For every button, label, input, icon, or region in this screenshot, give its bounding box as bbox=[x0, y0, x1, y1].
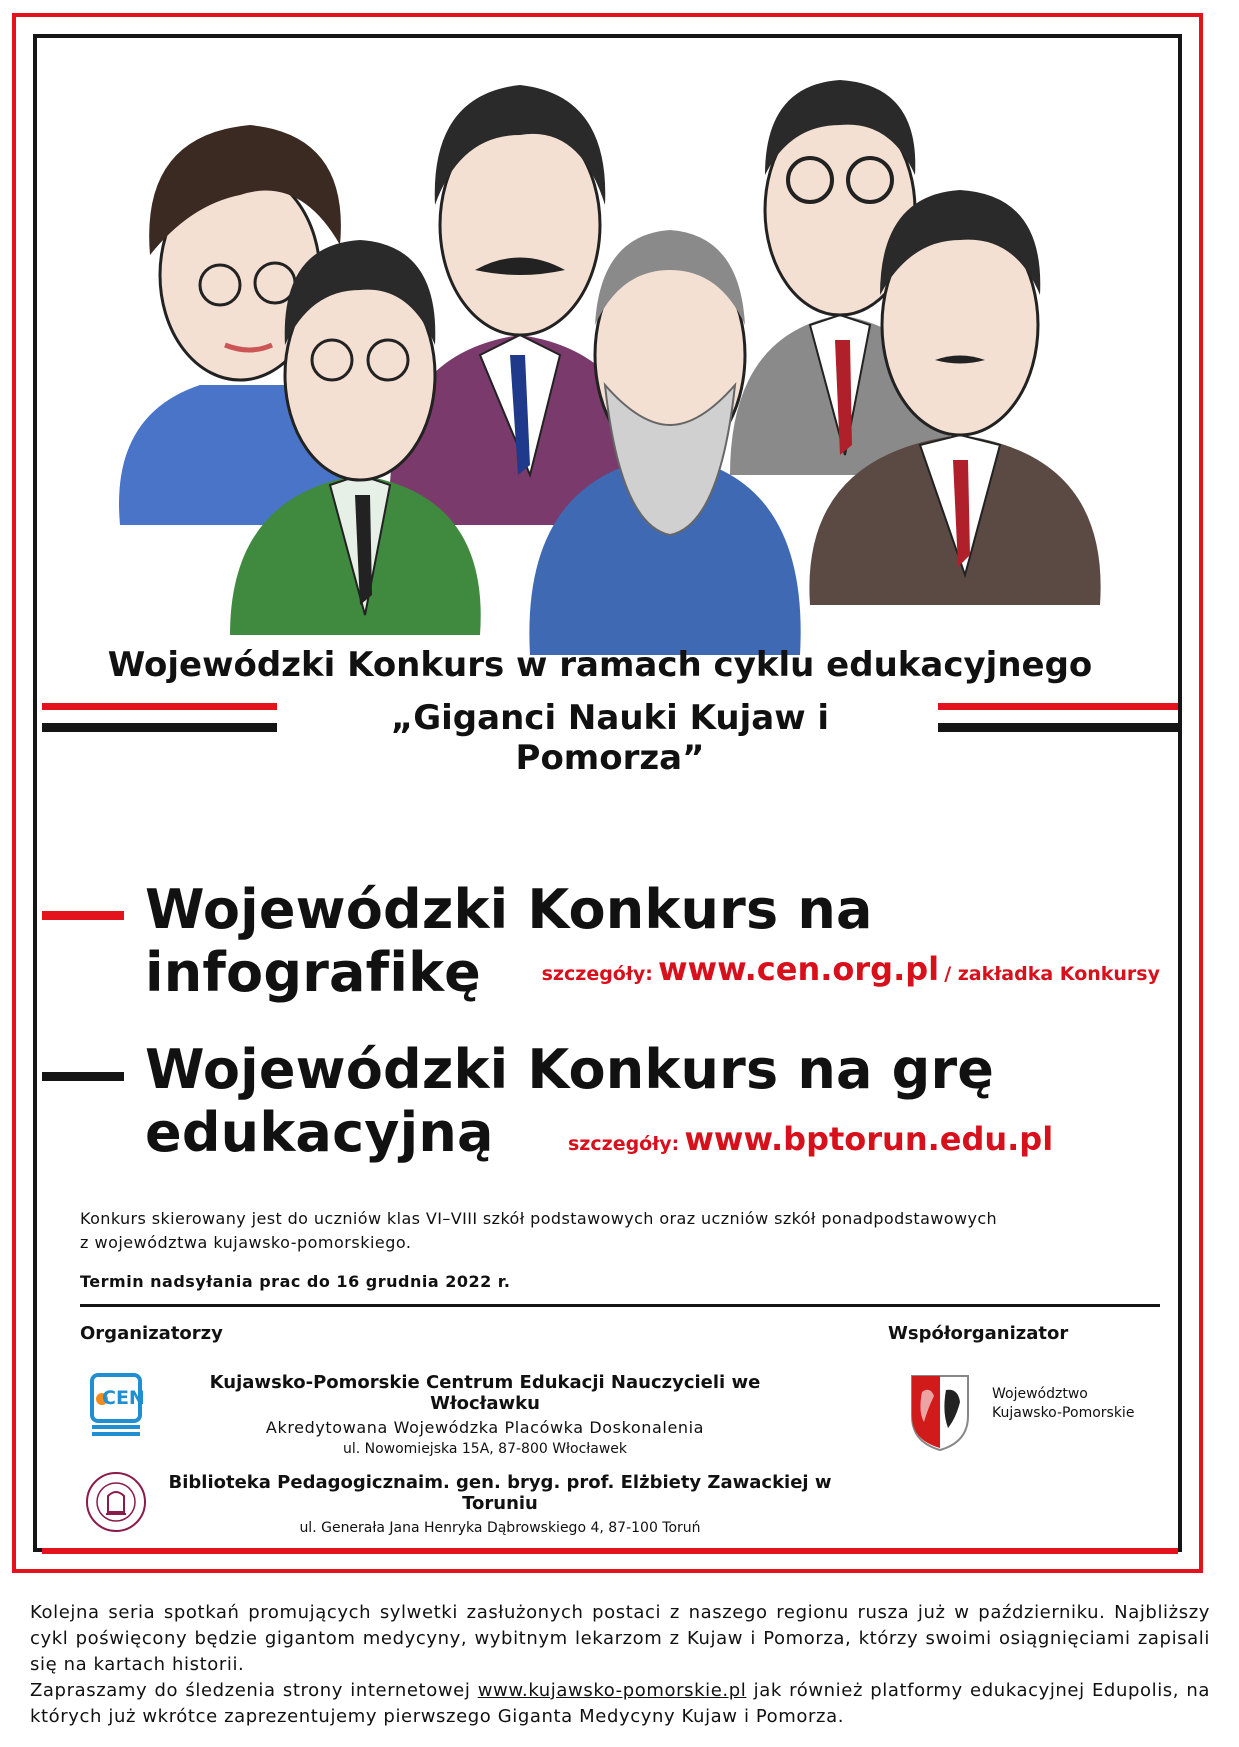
library-address: ul. Generała Jana Henryka Dąbrowskiego 4, 87-100 Toruń bbox=[299, 1520, 701, 1536]
library-block bbox=[160, 1472, 840, 1536]
cen-name: Kujawsko-Pomorskie Centrum Edukacji Nauczycieli we Włocławku bbox=[209, 1372, 761, 1414]
contest2-url-link[interactable]: www.bptorun.edu.pl bbox=[684, 1120, 1054, 1158]
footer-text bbox=[30, 1600, 1210, 1730]
organizers-divider bbox=[80, 1304, 1160, 1307]
organizers-label: Organizatorzy bbox=[80, 1323, 223, 1344]
library-seal-icon bbox=[84, 1470, 148, 1534]
cen-subtitle: Akredytowana Wojewódzka Placówka Doskonalenia bbox=[265, 1418, 705, 1437]
coat-of-arms-icon bbox=[908, 1372, 972, 1452]
library-name: Biblioteka Pedagogicznaim. gen. bryg. prof. Elżbiety Zawackiej w Toruniu bbox=[168, 1472, 832, 1514]
left-black-stripe bbox=[42, 723, 277, 732]
contest1-marker bbox=[42, 911, 124, 920]
contest2-marker bbox=[42, 1072, 124, 1081]
contest1-details bbox=[460, 950, 1160, 988]
coorganizer-name-line-2: Kujawsko-Pomorskie bbox=[992, 1405, 1135, 1421]
footer-paragraph-2 bbox=[30, 1678, 1210, 1730]
header-line-2: „Giganci Nauki Kujaw i Pomorza” bbox=[390, 698, 830, 778]
contest2-details bbox=[568, 1120, 1068, 1158]
coorganizer-label: Współorganizator bbox=[888, 1323, 1069, 1344]
cen-logo-icon bbox=[90, 1373, 145, 1437]
bottom-inner-red-stripe bbox=[42, 1548, 1178, 1554]
contest1-url-link[interactable]: www.cen.org.pl bbox=[657, 950, 940, 988]
coorganizer-name bbox=[992, 1385, 1134, 1423]
cen-block bbox=[160, 1372, 810, 1457]
footer-p2-before: Zapraszamy do śledzenia strony internetowej bbox=[30, 1680, 471, 1701]
contest1-title: Wojewódzki Konkurs na infografikę bbox=[145, 878, 873, 1004]
footer-site-link[interactable]: www.kujawsko-pomorskie.pl bbox=[477, 1680, 747, 1701]
contest2-details-label: szczegóły: bbox=[568, 1133, 680, 1155]
cen-address: ul. Nowomiejska 15A, 87-800 Włocławek bbox=[342, 1441, 628, 1457]
coorganizer-name-line-1: Województwo bbox=[992, 1386, 1088, 1402]
contest1-details-label: szczegóły: bbox=[541, 963, 653, 985]
right-black-stripe bbox=[938, 723, 1178, 732]
footer-p2-after: jak również platformy edukacyjnej Edupolis, na których już wkrótce zaprezentujemy pierwszego Giganta Medycyny Kujaw i Pomorza. bbox=[30, 1680, 1210, 1727]
audience-line-2: z województwa kujawsko-pomorskiego. bbox=[80, 1233, 412, 1252]
deadline-text: Termin nadsyłania prac do 16 grudnia 2022 r. bbox=[80, 1272, 511, 1291]
left-red-stripe bbox=[42, 703, 277, 710]
audience-line-1: Konkurs skierowany jest do uczniów klas VI–VIII szkół podstawowych oraz uczniów szkół ponadpodstawowych bbox=[80, 1209, 998, 1228]
right-red-stripe bbox=[938, 703, 1178, 710]
giants-illustration bbox=[80, 55, 1160, 685]
contest2-title: Wojewódzki Konkurs na grę edukacyjną bbox=[145, 1038, 995, 1164]
contest1-suffix: / zakładka Konkursy bbox=[944, 963, 1160, 985]
cen-logo-text: CEN bbox=[102, 1387, 145, 1409]
header-line-1: Wojewódzki Konkurs w ramach cyklu edukacyjnego bbox=[107, 645, 1093, 685]
footer-paragraph-1: Kolejna seria spotkań promujących sylwetki zasłużonych postaci z naszego regionu rusza już w październiku. Najbliższy cykl poświęcony będzie gigantom medycyny, wybitnym lekarzom z Kujaw i Pomorza, którzy swoimi osiągnięciami zapisali się na kartach historii. bbox=[30, 1602, 1210, 1675]
